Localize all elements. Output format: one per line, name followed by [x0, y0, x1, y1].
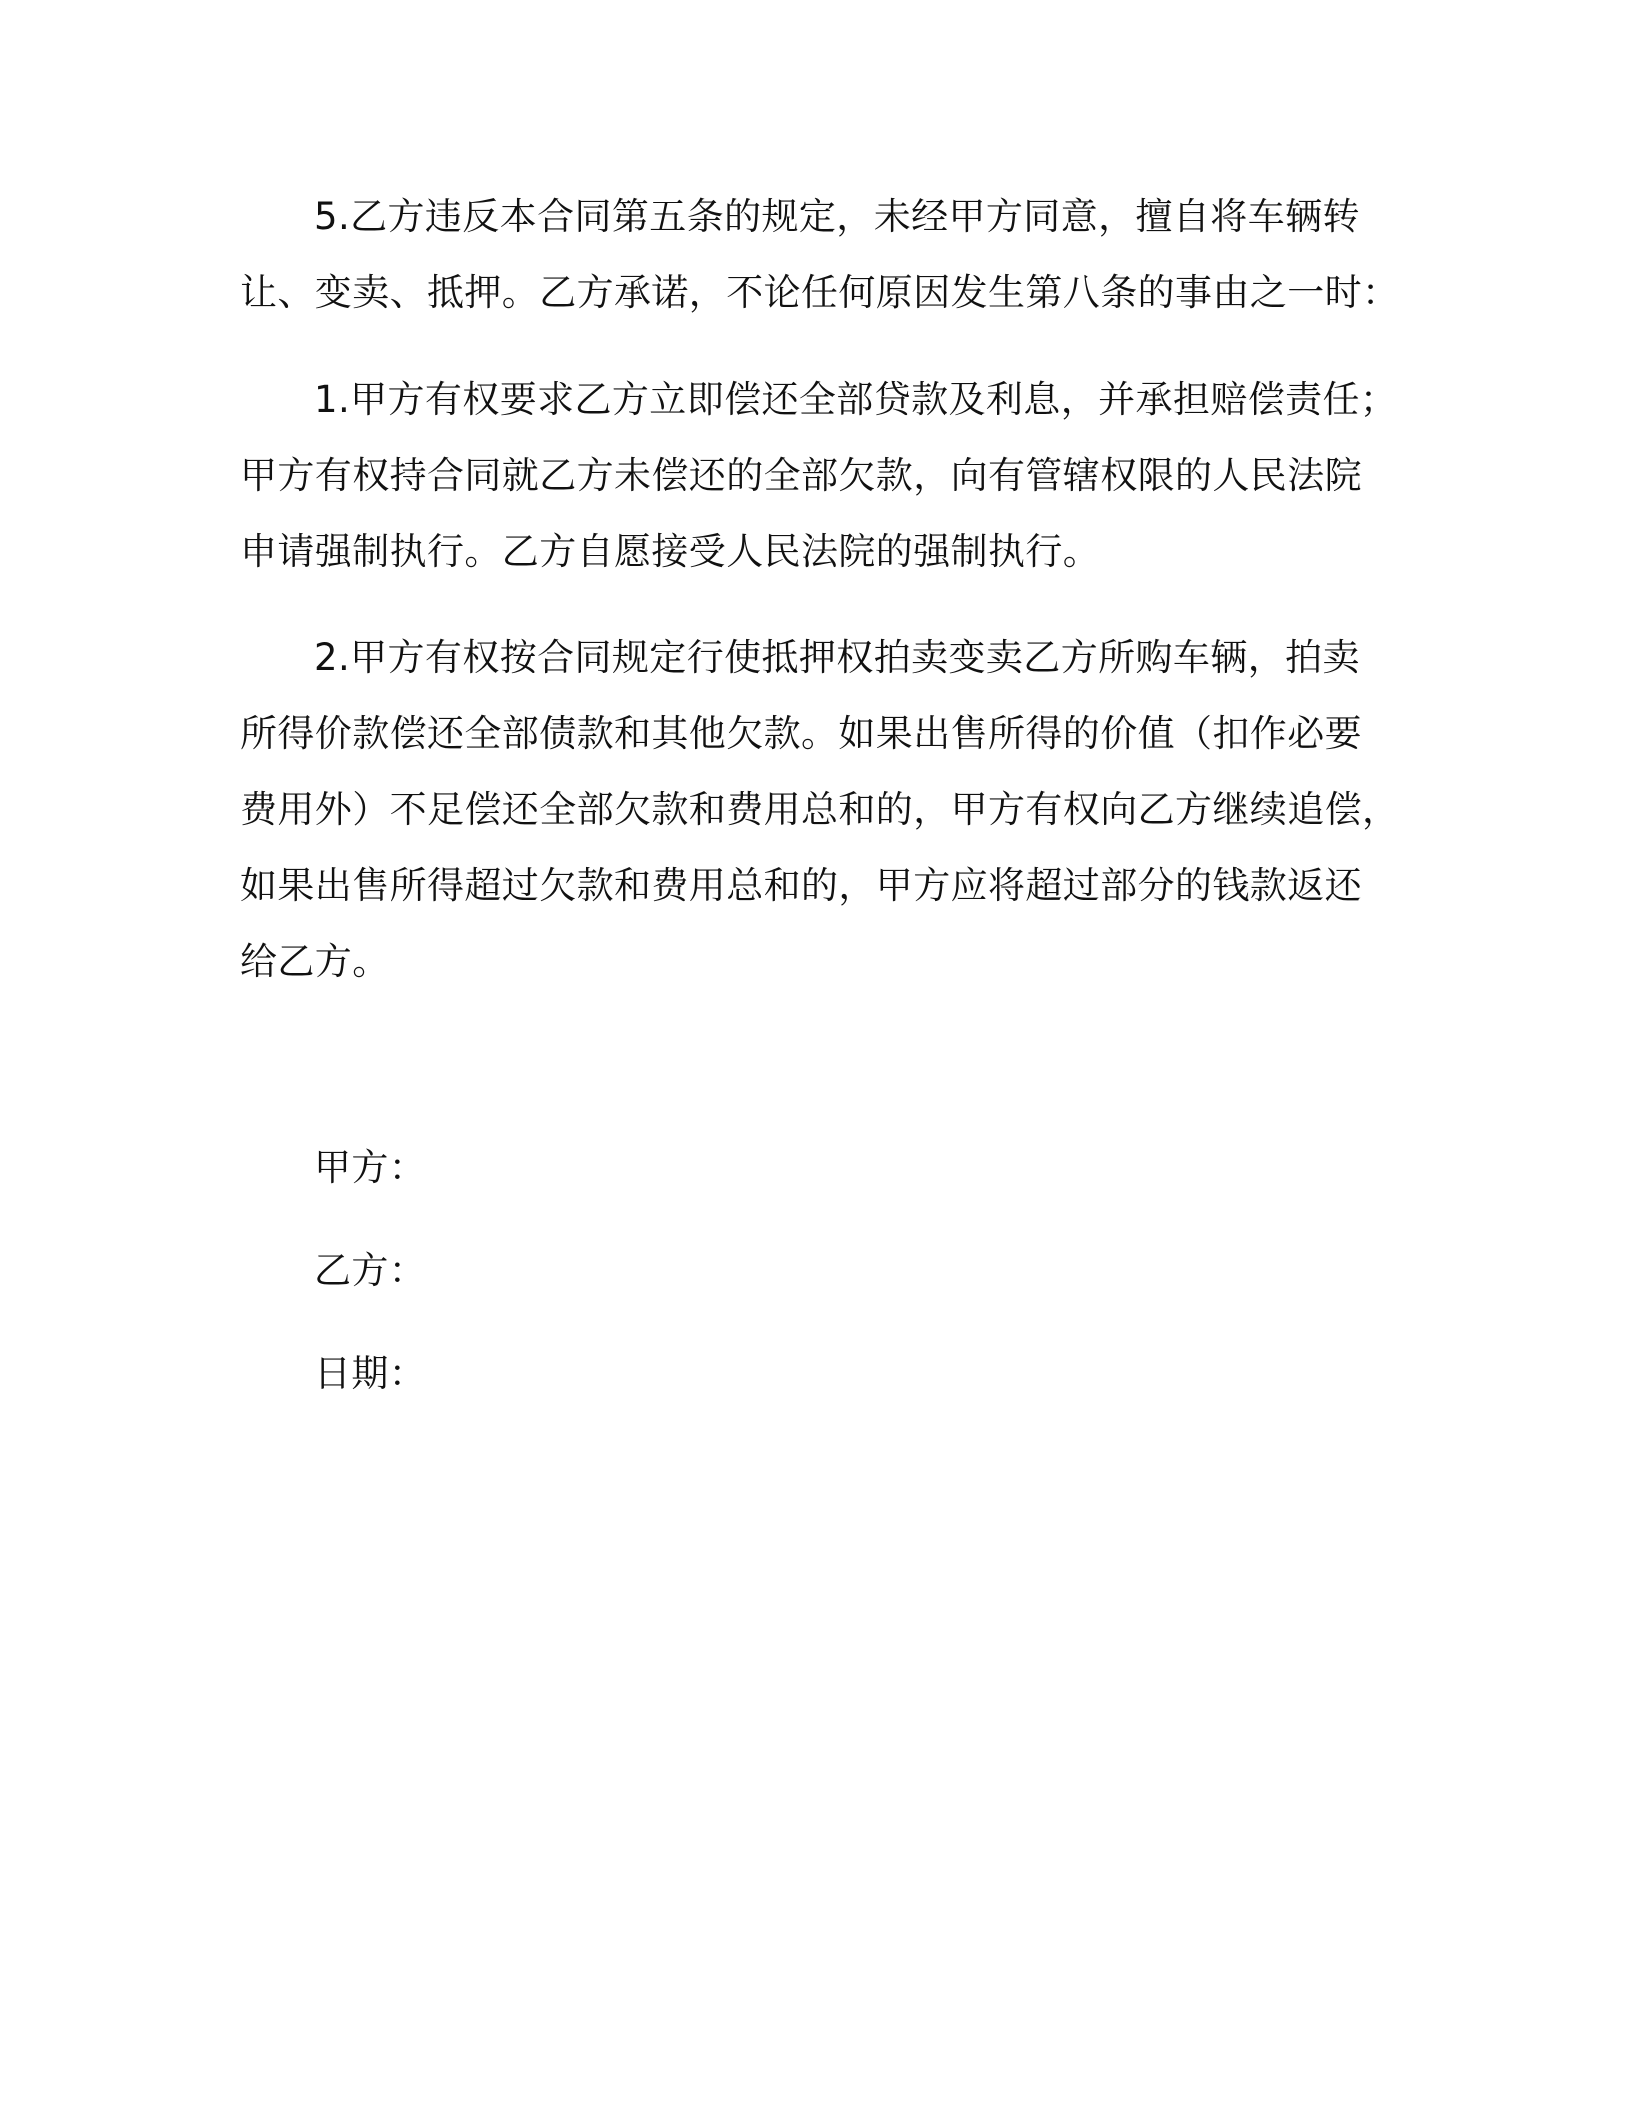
item1-line-1: 1.甲方有权要求乙方立即偿还全部贷款及利息，并承担赔偿责任；: [314, 378, 1398, 421]
item2-line-4: 如果出售所得超过欠款和费用总和的，甲方应将超过部分的钱款返还: [240, 864, 1362, 907]
signature-party-a: 甲方：: [314, 1146, 427, 1189]
signature-party-b: 乙方：: [314, 1249, 427, 1292]
item2-line-2: 所得价款偿还全部债款和其他欠款。如果出售所得的价值（扣作必要: [240, 712, 1362, 755]
clause5-line-2: 让、变卖、抵押。乙方承诺，不论任何原因发生第八条的事由之一时：: [240, 271, 1400, 314]
item2-line-3: 费用外）不足偿还全部欠款和费用总和的，甲方有权向乙方继续追偿，: [240, 788, 1400, 831]
clause5-line-1: 5.乙方违反本合同第五条的规定，未经甲方同意，擅自将车辆转: [314, 195, 1360, 238]
signature-date: 日期：: [314, 1352, 427, 1395]
item1-line-2: 甲方有权持合同就乙方未偿还的全部欠款，向有管辖权限的人民法院: [240, 454, 1362, 497]
item2-line-1: 2.甲方有权按合同规定行使抵押权拍卖变卖乙方所购车辆，拍卖: [314, 636, 1360, 679]
item2-line-5: 给乙方。: [240, 940, 390, 983]
item1-line-3: 申请强制执行。乙方自愿接受人民法院的强制执行。: [240, 530, 1101, 573]
